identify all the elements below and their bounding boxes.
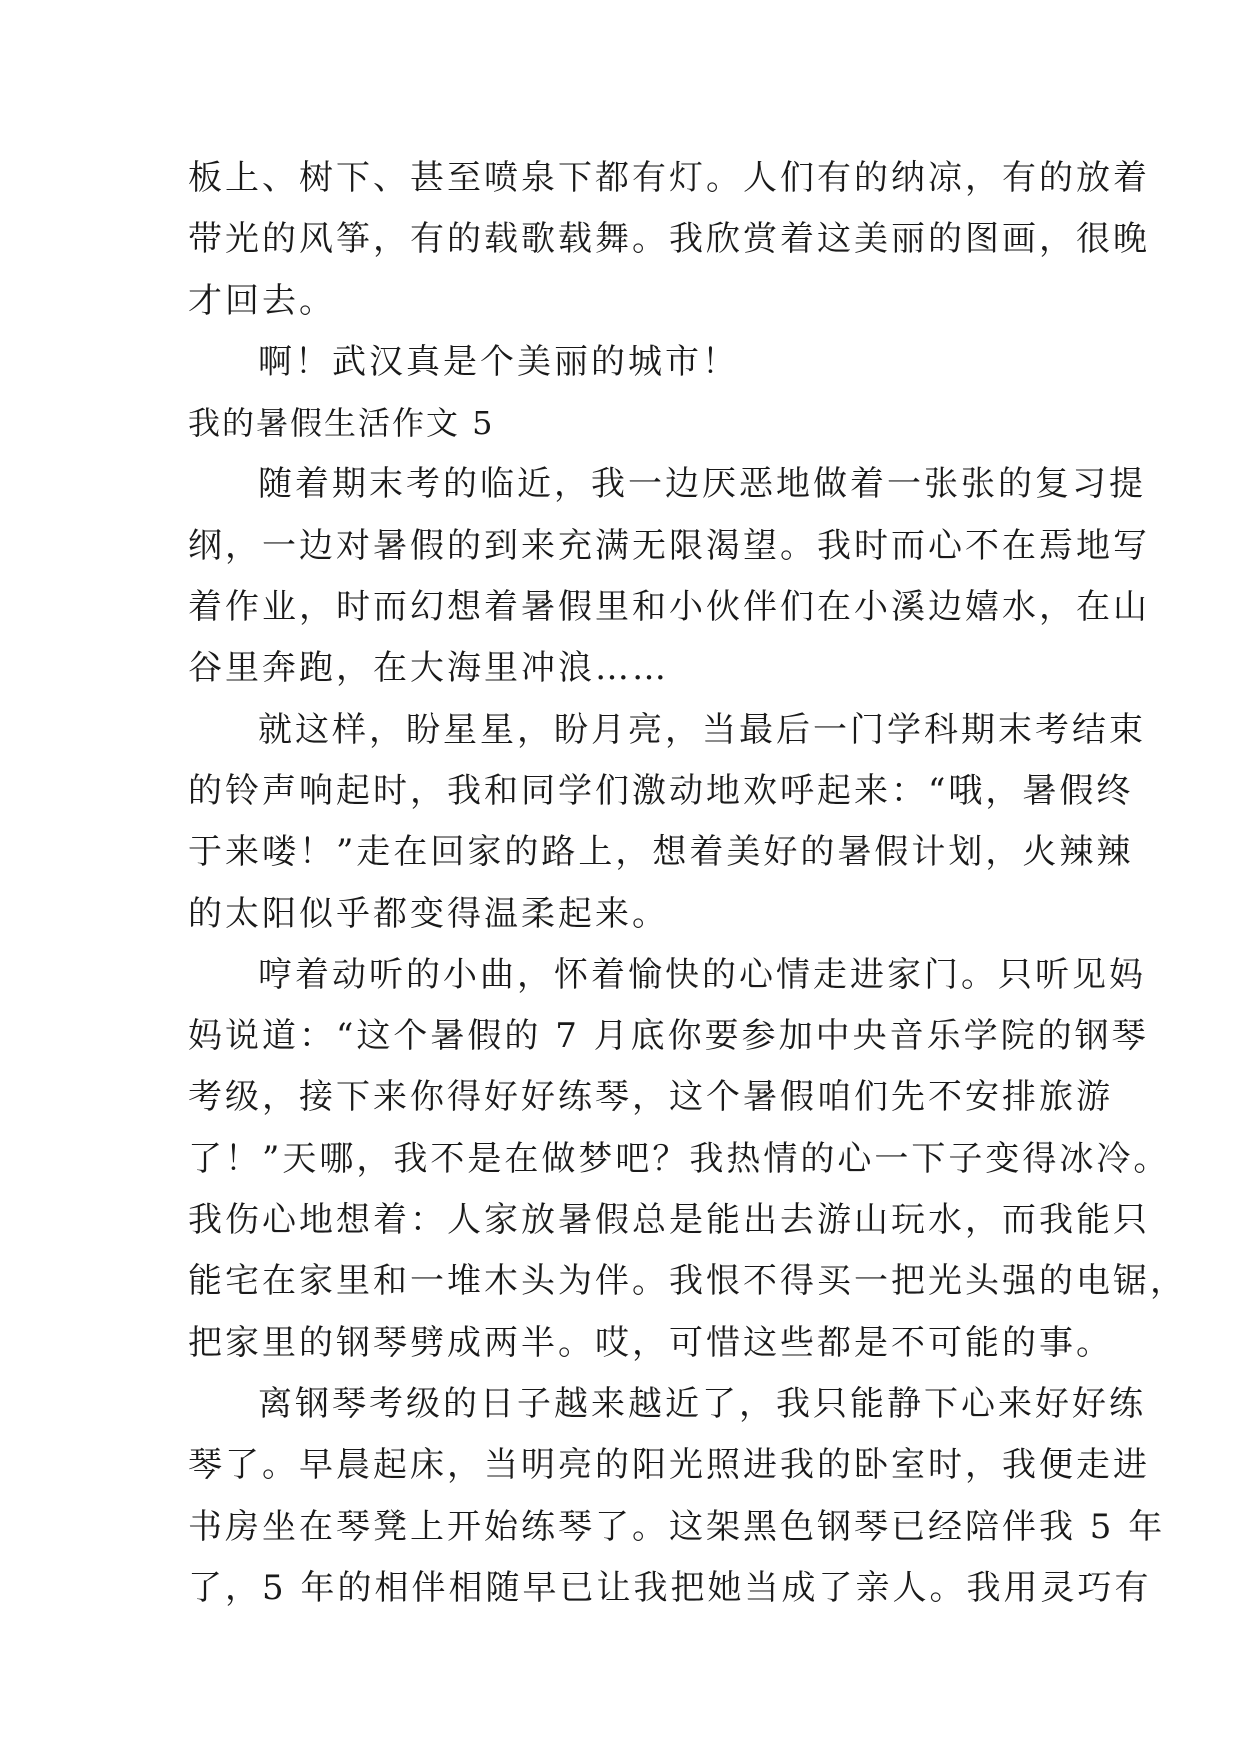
text-line: 了！”天哪，我不是在做梦吧？我热情的心一下子变得冰冷。 bbox=[188, 1138, 1171, 1179]
text-line: 谷里奔跑，在大海里冲浪…… bbox=[188, 648, 669, 689]
text-line: 离钢琴考级的日子越来越近了，我只能静下心来好好练 bbox=[258, 1383, 1146, 1424]
document-body bbox=[188, 148, 1187, 1619]
text-line: 妈说道：“这个暑假的 7 月底你要参加中央音乐学院的钢琴 bbox=[188, 1016, 1149, 1057]
text-line: 了，5 年的相伴相随早已让我把她当成了亲人。我用灵巧有 bbox=[188, 1567, 1152, 1608]
text-line: 能宅在家里和一堆木头为伴。我恨不得买一把光头强的电锯， bbox=[188, 1261, 1187, 1302]
text-line: 的太阳似乎都变得温柔起来。 bbox=[188, 893, 669, 934]
text-line: 纲，一边对暑假的到来充满无限渴望。我时而心不在焉地写 bbox=[188, 525, 1150, 566]
text-line: 书房坐在琴凳上开始练琴了。这架黑色钢琴已经陪伴我 5 年 bbox=[188, 1506, 1166, 1547]
text-line: 琴了。早晨起床，当明亮的阳光照进我的卧室时，我便走进 bbox=[188, 1445, 1150, 1486]
section-heading: 我的暑假生活作文 5 bbox=[188, 404, 495, 443]
text-line: 考级，接下来你得好好练琴，这个暑假咱们先不安排旅游 bbox=[188, 1077, 1113, 1118]
text-line: 就这样，盼星星，盼月亮，当最后一门学科期末考结束 bbox=[258, 709, 1146, 750]
text-line: 于来喽！”走在回家的路上，想着美好的暑假计划，火辣辣 bbox=[188, 832, 1134, 873]
text-line: 我伤心地想着：人家放暑假总是能出去游山玩水，而我能只 bbox=[188, 1200, 1150, 1241]
text-line: 着作业，时而幻想着暑假里和小伙伴们在小溪边嬉水，在山 bbox=[188, 587, 1150, 628]
text-line: 才回去。 bbox=[188, 280, 336, 321]
text-line: 的铃声响起时，我和同学们激动地欢呼起来：“哦，暑假终 bbox=[188, 770, 1134, 811]
text-line: 把家里的钢琴劈成两半。哎，可惜这些都是不可能的事。 bbox=[188, 1322, 1113, 1363]
text-line: 啊！武汉真是个美丽的城市！ bbox=[258, 341, 739, 382]
text-line: 哼着动听的小曲，怀着愉快的心情走进家门。只听见妈 bbox=[258, 954, 1146, 995]
text-line: 随着期末考的临近，我一边厌恶地做着一张张的复习提 bbox=[258, 464, 1146, 505]
text-line: 带光的风筝，有的载歌载舞。我欣赏着这美丽的图画，很晚 bbox=[188, 219, 1150, 260]
text-line: 板上、树下、甚至喷泉下都有灯。人们有的纳凉，有的放着 bbox=[188, 158, 1150, 198]
